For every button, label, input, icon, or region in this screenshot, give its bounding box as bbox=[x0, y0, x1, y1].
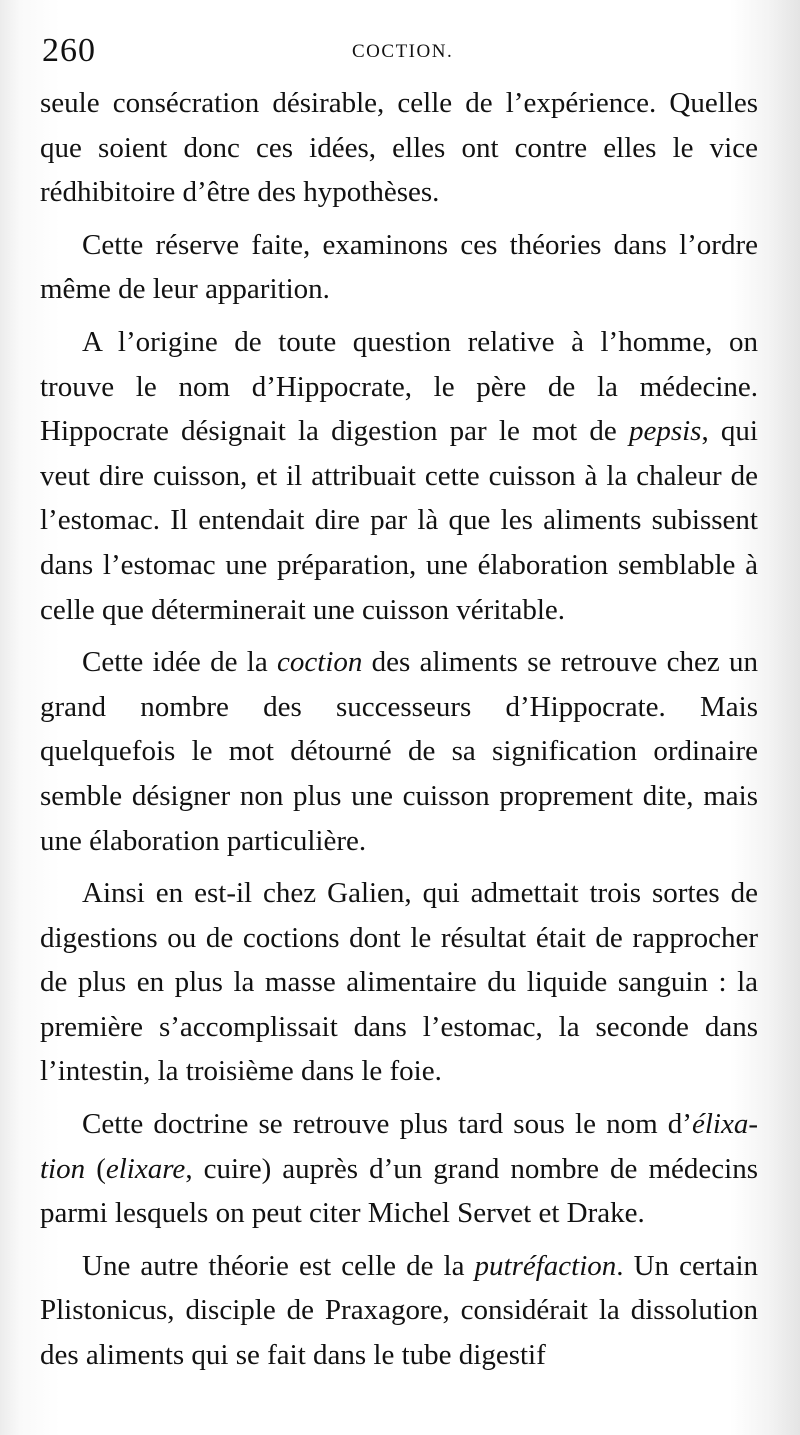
text-run: ( bbox=[85, 1152, 106, 1185]
running-title: COCTION. bbox=[352, 41, 454, 62]
running-head bbox=[40, 28, 760, 68]
text-run: Cette réserve faite, examinons ces théories dans l’ordre même de leur apparition. bbox=[40, 228, 758, 306]
italic-term: pepsis bbox=[628, 415, 702, 448]
text-run: des aliments se retrouve chez un grand nombre des successeurs d’Hippocrate. Mais quelquefois le mot détourné de sa signification ordinaire semble désigner non plus une cuisson proprement dite, mais une élaboration particulière. bbox=[40, 646, 758, 857]
text-run: , cuire) auprès d’un grand nombre de médecins parmi lesquels on peut citer Michel Servet et Drake. bbox=[40, 1152, 758, 1230]
text-run: A l’origine de toute question relative à l’homme, on trouve le nom d’Hippocrate, le père de la médecine. Hippocrate désignait la digestion par le mot de bbox=[40, 325, 758, 448]
text-run: Cette idée de la bbox=[82, 646, 278, 679]
paragraph bbox=[40, 320, 758, 632]
paragraph bbox=[40, 1102, 758, 1236]
body-text bbox=[40, 81, 758, 1386]
italic-term: coction bbox=[277, 646, 363, 679]
text-run: , qui veut dire cuisson, et il attribuait cette cuisson à la chaleur de l’estomac. Il entendait dire par là que les aliments subissent dans l’estomac une préparation, une élaboration semblable à celle que déterminerait une cuisson véritable. bbox=[40, 415, 758, 626]
italic-term: elixare bbox=[105, 1152, 186, 1185]
paragraph-continuation bbox=[40, 81, 758, 215]
text-run: Cette doctrine se retrouve plus tard sous le nom d’ bbox=[82, 1108, 692, 1141]
page-number: 260 bbox=[42, 32, 96, 69]
italic-term: élixation bbox=[40, 1108, 758, 1185]
paragraph bbox=[40, 640, 758, 863]
text-run: Ainsi en est-il chez Galien, qui admettait trois sortes de digestions ou de coctions dont le résultat était de rapprocher de plus en plus la masse alimentaire du liquide sanguin : la première s’accomplissait dans l’estomac, la seconde dans l’intestin, la troisième dans le foie. bbox=[40, 877, 758, 1088]
italic-term: putréfaction bbox=[474, 1249, 617, 1282]
text-run: Une autre théorie est celle de la bbox=[82, 1249, 475, 1282]
text-run: . Un certain Plistonicus, disciple de Praxagore, considérait la dissolution des aliments qui se fait dans le tube digestif bbox=[40, 1249, 758, 1372]
text-run: seule consécration désirable, celle de l’expérience. Quelles que soient donc ces idées, elles ont contre elles le vice rédhibitoire d’être des hypothèses. bbox=[40, 87, 758, 209]
paragraph bbox=[40, 871, 758, 1094]
paragraph bbox=[40, 223, 758, 312]
paragraph bbox=[40, 1244, 758, 1378]
